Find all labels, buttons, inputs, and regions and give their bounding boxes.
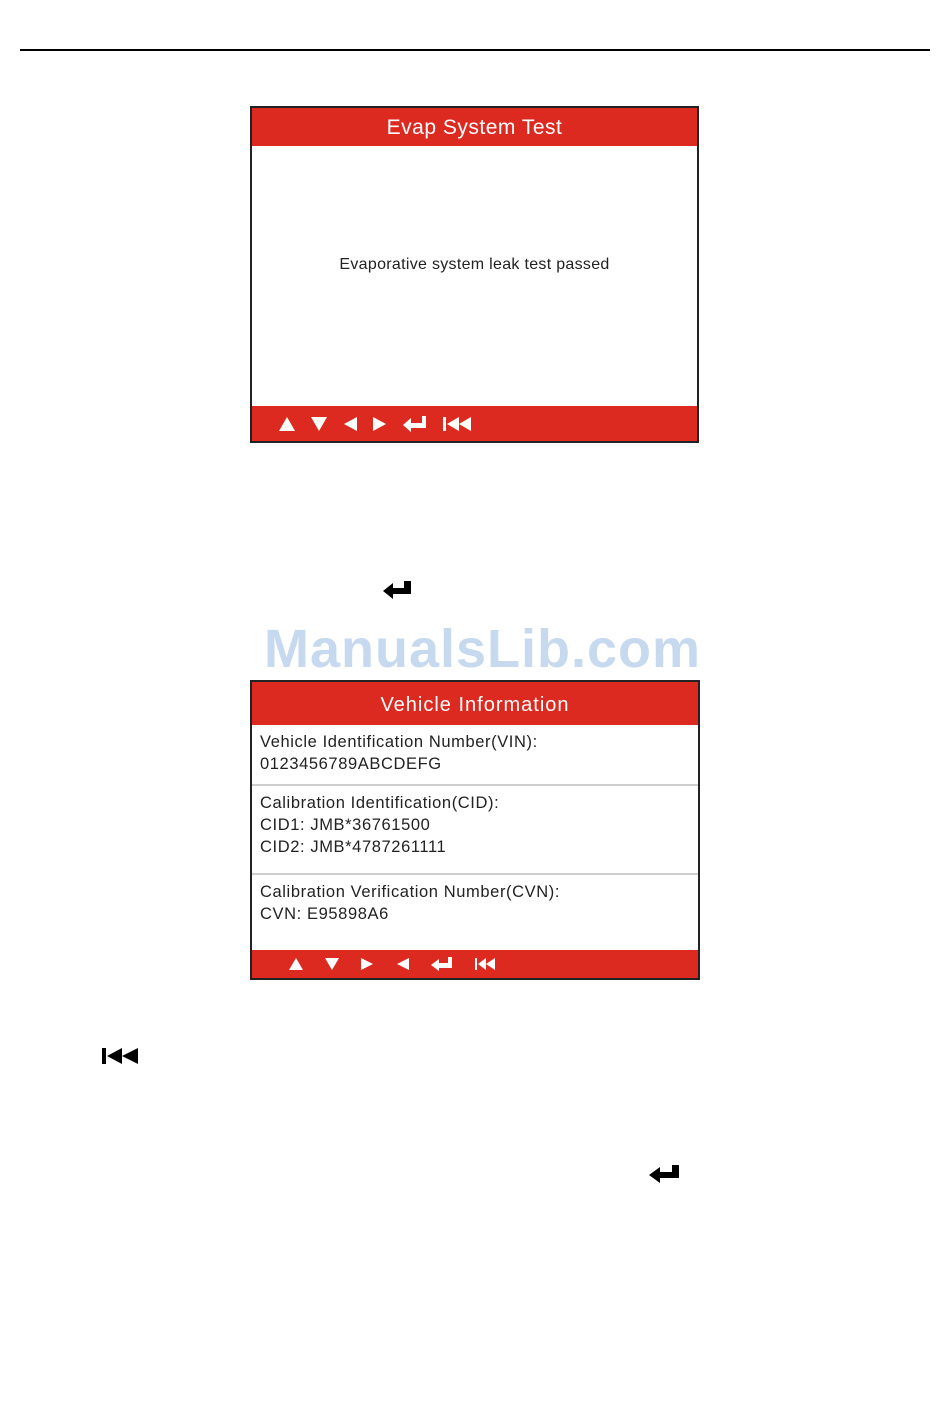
cid2-value: CID2: JMB*4787261111 [260,838,447,856]
page-top-rule [20,49,930,51]
left-arrow-icon[interactable] [395,957,410,971]
cvn-value: CVN: E95898A6 [260,905,389,923]
back-icon[interactable] [474,957,496,971]
up-arrow-icon[interactable] [278,416,296,432]
right-arrow-icon[interactable] [372,416,388,432]
vin-section [252,725,698,786]
enter-icon[interactable] [430,956,454,972]
left-arrow-icon[interactable] [342,416,358,432]
vehicle-information-screen [250,680,700,980]
enter-icon [382,580,414,600]
navigation-bar [252,950,698,978]
watermark: ManualsLib.com [263,619,702,679]
back-icon [101,1047,139,1065]
cvn-section [252,875,698,953]
down-arrow-icon[interactable] [310,416,328,432]
vin-label: Vehicle Identification Number(VIN): [260,733,538,751]
test-result-message: Evaporative system leak test passed [339,256,610,273]
screen-title: Vehicle Information [252,682,698,725]
evap-system-test-screen [250,106,699,443]
cvn-label: Calibration Verification Number(CVN): [260,883,561,901]
right-arrow-icon[interactable] [360,957,375,971]
up-arrow-icon[interactable] [288,957,304,971]
cid-section [252,786,698,875]
down-arrow-icon[interactable] [324,957,340,971]
cid-label: Calibration Identification(CID): [260,794,500,812]
vin-value: 0123456789ABCDEFG [260,755,442,773]
back-icon[interactable] [442,416,472,432]
cid1-value: CID1: JMB*36761500 [260,816,431,834]
navigation-bar [252,406,697,441]
enter-icon[interactable] [402,415,428,433]
enter-icon [648,1164,682,1184]
screen-title: Evap System Test [252,108,697,146]
